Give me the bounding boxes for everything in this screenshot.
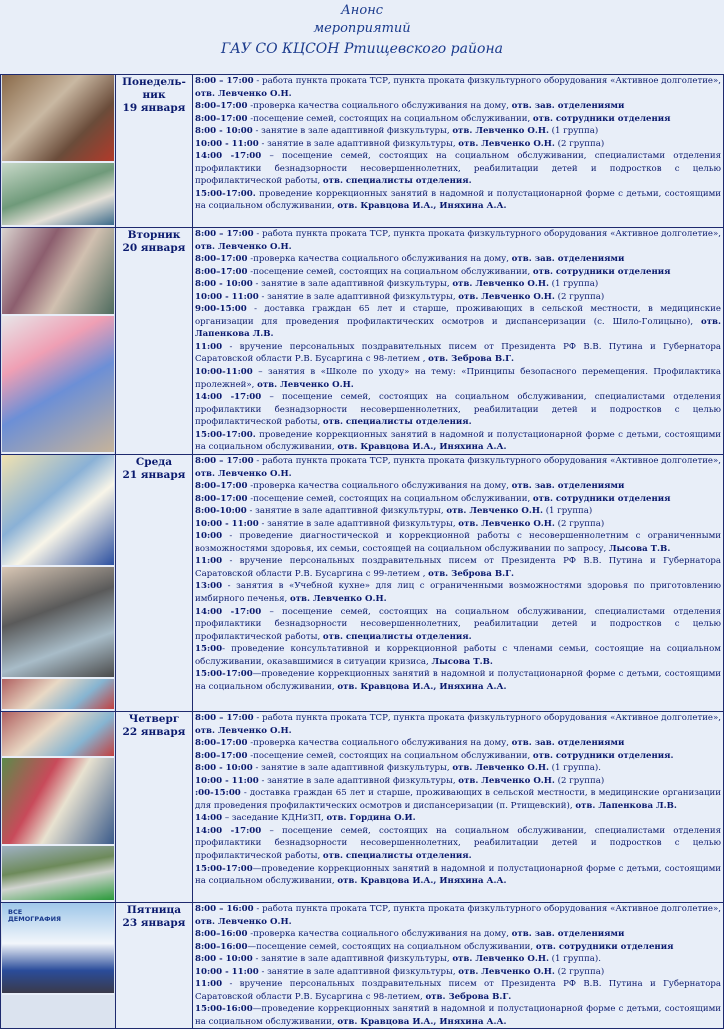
event-item bbox=[195, 1003, 721, 1028]
event-item bbox=[195, 341, 721, 366]
event-time: 10:00 - 11:00 bbox=[195, 518, 259, 529]
event-time: 15:00-17:00 bbox=[195, 863, 253, 874]
photo-kitchen bbox=[2, 75, 114, 163]
event-description: – занятия в «Школе по уходу» на тему: «Принципы безопасного перемещения. Профилактика пролежней», bbox=[195, 367, 721, 390]
event-item bbox=[195, 455, 721, 480]
event-item bbox=[195, 391, 721, 429]
event-item bbox=[195, 100, 721, 113]
bus-label-line-2: ДЕМОГРАФИЯ bbox=[8, 915, 62, 923]
event-time: 11:00 bbox=[195, 341, 223, 352]
event-description: - вручение персональных поздравительных писем от Президента РФ В.В. Путина и Губернатора Саратовской области Р.В. Бусаргина с 98-летием, bbox=[195, 979, 721, 1002]
day-cell bbox=[116, 228, 193, 455]
event-time: 8:00 – 17:00 bbox=[195, 713, 254, 723]
photo-craft bbox=[2, 679, 114, 711]
event-time: 8:00–17:00 bbox=[195, 493, 248, 504]
event-responsible: отв. Левченко О.Н. bbox=[195, 88, 292, 99]
events-cell bbox=[193, 712, 724, 903]
event-time: 9:00-15:00 bbox=[195, 304, 247, 315]
photo-group bbox=[2, 228, 114, 316]
event-description: -посещение семей, состоящих на социальном обслуживании, bbox=[247, 493, 533, 504]
event-responsible: отв. Левченко О.Н. bbox=[452, 126, 549, 137]
event-time: 8:00–17:00 bbox=[195, 101, 248, 112]
event-item bbox=[195, 555, 721, 580]
header-subtitle: мероприятий bbox=[313, 21, 411, 36]
event-description: - занятие в зале адаптивной физкультуры, bbox=[258, 775, 459, 786]
event-item bbox=[195, 712, 721, 737]
events-cell bbox=[193, 75, 724, 228]
event-time: 10:00 - 11:00 bbox=[195, 966, 259, 977]
day-cell bbox=[116, 75, 193, 228]
event-item bbox=[195, 366, 721, 391]
event-item bbox=[195, 863, 721, 888]
event-time: 8:00 – 17:00 bbox=[195, 229, 254, 239]
event-group: (1 группа). bbox=[548, 763, 601, 774]
event-responsible: отв. зав. отделениями bbox=[511, 738, 625, 749]
event-description: - работа пункта проката ТСР, пункта проката физкультурного оборудования «Активное долголетие», bbox=[253, 76, 721, 86]
photo-craft-lesson bbox=[2, 712, 114, 758]
event-item bbox=[195, 150, 721, 188]
event-item bbox=[195, 953, 721, 966]
event-time: 10:00 - 11:00 bbox=[195, 775, 259, 786]
event-responsible: отв. Гордина О.И. bbox=[326, 813, 416, 824]
event-responsible: отв. Левченко О.Н. bbox=[452, 954, 549, 965]
event-responsible: отв. Зеброва В.Г. bbox=[425, 991, 512, 1002]
day-cell bbox=[116, 455, 193, 712]
schedule-row-thursday bbox=[1, 712, 724, 903]
event-description: - занятие в зале адаптивной физкультуры, bbox=[252, 279, 453, 290]
photo-exercise-balls bbox=[2, 316, 114, 454]
event-item bbox=[195, 941, 721, 954]
schedule-row-friday bbox=[1, 903, 724, 1029]
event-item bbox=[195, 643, 721, 668]
photo-bus bbox=[2, 903, 114, 995]
event-description: - проведение диагностической и коррекционной работы с несовершеннолетним с ограниченными возможностями здоровья, их семьи, состоящей на социальном обслуживании по запросу, bbox=[195, 531, 721, 554]
event-responsible: отв. специалисты отделения. bbox=[322, 417, 472, 428]
photo-gym bbox=[2, 163, 114, 227]
event-description: - занятия в «Учебной кухне» для лиц с ограниченными возможностями здоровья по приготовлению имбирного печенья, bbox=[195, 581, 721, 605]
event-group: (2 группа) bbox=[554, 291, 605, 302]
bus-label-line-1: ВСЕ bbox=[8, 908, 23, 916]
day-name: Понедель-ник bbox=[122, 76, 186, 101]
event-time: 10:00 - 11:00 bbox=[195, 138, 259, 149]
event-responsible: отв. зав. отделениями bbox=[511, 929, 625, 940]
event-description: —посещение семей, состоящих на социальном обслуживании, bbox=[247, 941, 536, 952]
event-description: – посещение семей, состоящих на социальном обслуживании, специалистами отделения профилактики безнадзорности несовершеннолетних, реабилитации детей и подростков с целью профилактической работы, bbox=[195, 825, 721, 862]
event-item bbox=[195, 737, 721, 750]
event-item bbox=[195, 228, 721, 253]
event-description: -посещение семей, состоящих на социальном обслуживании, bbox=[247, 266, 533, 277]
event-responsible: отв. Кравцова И.А., Иняхина А.А. bbox=[337, 876, 507, 887]
event-time: 10:00-11:00 bbox=[195, 367, 253, 378]
event-time: 15:00 bbox=[195, 644, 223, 655]
event-group: (2 группа) bbox=[554, 966, 605, 977]
event-description: – заседание КДНиЗП, bbox=[222, 813, 327, 824]
event-description: - вручение персональных поздравительных писем от Президента РФ В.В. Путина и Губернатора Саратовской области Р.В. Бусаргина с 99-летием , bbox=[195, 556, 721, 579]
event-group: (2 группа) bbox=[554, 775, 605, 786]
event-description: —проведение коррекционных занятий в надомной и полустационарной форме с детьми, состоящими на социальном обслуживании, bbox=[195, 863, 721, 887]
event-time: 10:00 - 11:00 bbox=[195, 291, 259, 302]
event-time: 8:00 - 10:00 bbox=[195, 126, 253, 137]
event-time: :00-15:00 bbox=[195, 788, 241, 799]
photo-column bbox=[1, 228, 116, 455]
event-group: (2 группа) bbox=[554, 138, 605, 149]
event-description: - занятие в зале адаптивной физкультуры, bbox=[258, 518, 459, 529]
event-description: - работа пункта проката ТСР, пункта проката физкультурного оборудования «Активное долголетие», bbox=[253, 229, 721, 239]
event-description: - доставка граждан 65 лет и старше, проживающих в сельской местности, в медицинские организации для проведения профилактических осмотров и диспансеризации (п. Ртищевский), bbox=[195, 788, 721, 811]
event-time: 8:00–17:00 bbox=[195, 750, 248, 761]
event-responsible: отв. специалисты отделения. bbox=[322, 851, 472, 862]
event-item bbox=[195, 480, 721, 493]
day-name: Пятница bbox=[126, 904, 182, 916]
event-responsible: Лысова Т.В. bbox=[431, 656, 493, 667]
event-item bbox=[195, 775, 721, 788]
day-cell bbox=[116, 712, 193, 903]
event-responsible: отв. Левченко О.Н. bbox=[195, 241, 292, 252]
event-time: 8:00 - 10:00 bbox=[195, 279, 253, 290]
day-date: 19 января bbox=[122, 102, 186, 114]
event-item bbox=[195, 518, 721, 531]
event-responsible: отв. Кравцова И.А., Иняхина А.А. bbox=[337, 1016, 507, 1027]
event-responsible: отв. специалисты отделения. bbox=[322, 631, 472, 642]
event-item bbox=[195, 75, 721, 100]
event-responsible: отв. зав. отделениями bbox=[511, 481, 625, 492]
event-responsible: отв. специалисты отделения. bbox=[322, 176, 472, 187]
event-time: 14:00 bbox=[195, 813, 223, 824]
event-description: —проведение коррекционных занятий в надомной и полустационарной форме с детьми, состоящими на социальном обслуживании, bbox=[195, 669, 721, 692]
event-item bbox=[195, 505, 721, 518]
event-time: 15:00-17:00. bbox=[195, 429, 256, 440]
event-responsible: отв. зав. отделениями bbox=[511, 101, 625, 112]
event-item bbox=[195, 266, 721, 279]
event-time: 8:00 - 10:00 bbox=[195, 763, 253, 774]
event-description: - проведение консультативной и коррекционной работы с членами семьи, состоящие на социальном обслуживании, оказавшимися в ситуации кризиса, bbox=[195, 644, 721, 667]
header-organization: ГАУ СО КЦСОН Ртищевского района bbox=[220, 41, 504, 57]
event-responsible: отв. сотрудники отделения bbox=[535, 941, 674, 952]
event-item bbox=[195, 668, 721, 693]
schedule-row-tuesday bbox=[1, 228, 724, 455]
event-time: 13:00 bbox=[195, 581, 223, 592]
photo-column bbox=[1, 712, 116, 903]
event-responsible: отв. Зеброва В.Г. bbox=[428, 354, 515, 365]
event-item bbox=[195, 812, 721, 825]
event-description: -проверка качества социального обслуживания на дому, bbox=[247, 929, 512, 940]
photo-sand-table bbox=[2, 455, 114, 567]
event-time: 8:00 – 17:00 bbox=[195, 76, 254, 86]
event-group: (1 группа). bbox=[548, 954, 601, 965]
event-responsible: отв. Кравцова И.А., Иняхина А.А. bbox=[337, 681, 507, 692]
event-item bbox=[195, 138, 721, 151]
event-item bbox=[195, 253, 721, 266]
event-time: 8:00 – 16:00 bbox=[195, 904, 254, 914]
day-name: Вторник bbox=[127, 229, 181, 241]
events-cell bbox=[193, 903, 724, 1029]
day-cell bbox=[116, 903, 193, 1029]
event-time: 8:00 - 10:00 bbox=[195, 954, 253, 965]
event-responsible: отв. сотрудники отделения bbox=[532, 266, 671, 277]
event-item bbox=[195, 291, 721, 304]
bus-label bbox=[8, 909, 61, 923]
event-responsible: отв. Левченко О.Н. bbox=[290, 594, 387, 605]
event-responsible: отв. сотрудники отделения bbox=[532, 493, 671, 504]
events-cell bbox=[193, 228, 724, 455]
event-responsible: отв. Лапенкова Л.В. bbox=[195, 316, 721, 340]
event-description: - занятие в зале адаптивной физкультуры, bbox=[252, 763, 453, 774]
photo-seniors-group bbox=[2, 758, 114, 846]
event-item bbox=[195, 606, 721, 644]
event-item bbox=[195, 278, 721, 291]
event-description: - занятие в зале адаптивной физкультуры, bbox=[252, 954, 453, 965]
event-time: 14:00 -17:00 bbox=[195, 825, 262, 836]
event-item bbox=[195, 530, 721, 555]
event-item bbox=[195, 750, 721, 763]
event-description: проведение коррекционных занятий в надомной и полустационарной форме с детьми, состоящими на социальном обслуживании, bbox=[195, 429, 721, 453]
event-time: 14:00 -17:00 bbox=[195, 606, 262, 617]
events-cell bbox=[193, 455, 724, 712]
day-date: 21 января bbox=[122, 469, 186, 481]
event-description: - вручение персональных поздравительных писем от Президента РФ В.В. Путина и Губернатора Саратовской области Р.В. Бусаргина с 98-летием , bbox=[195, 341, 721, 365]
event-time: 14:00 -17:00 bbox=[195, 151, 262, 162]
event-description: - занятие в зале адаптивной физкультуры, bbox=[258, 291, 459, 302]
event-responsible: отв. Левченко О.Н. bbox=[458, 138, 555, 149]
event-item bbox=[195, 825, 721, 863]
schedule-table bbox=[0, 74, 724, 1029]
event-time: 8:00 – 17:00 bbox=[195, 456, 254, 466]
event-group: (1 группа) bbox=[548, 126, 599, 137]
event-responsible: отв. Кравцова И.А., Иняхина А.А. bbox=[337, 442, 507, 453]
event-description: -проверка качества социального обслуживания на дому, bbox=[247, 254, 512, 265]
event-time: 8:00–17:00 bbox=[195, 254, 248, 265]
event-item bbox=[195, 580, 721, 605]
photo-massage-chair bbox=[2, 567, 114, 679]
announcement-header bbox=[0, 0, 724, 72]
event-description: -посещение семей, состоящих на социальном обслуживании, bbox=[247, 750, 533, 761]
event-responsible: отв. сотрудники отделения bbox=[532, 113, 671, 124]
event-description: - занятие в зале адаптивной физкультуры, bbox=[252, 126, 453, 137]
event-time: 8:00–17:00 bbox=[195, 113, 248, 124]
event-item bbox=[195, 762, 721, 775]
event-item bbox=[195, 978, 721, 1003]
event-time: 15:00-17:00 bbox=[195, 669, 253, 680]
event-description: – посещение семей, состоящих на социальном обслуживании, специалистами отделения профилактики безнадзорности несовершеннолетних, реабилитации детей и подростков с целью профилактической работы, bbox=[195, 151, 721, 187]
event-item bbox=[195, 303, 721, 341]
photo-column bbox=[1, 75, 116, 228]
event-description: - доставка граждан 65 лет и старше, проживающих в сельской местности, в медицинские организации для проведения профилактических осмотров и диспансеризации (с. Шило-Голицыно), bbox=[195, 304, 721, 327]
event-time: 8:00-10:00 bbox=[195, 506, 247, 517]
event-description: -посещение семей, состоящих на социальном обслуживании, bbox=[247, 113, 533, 124]
event-responsible: отв. Левченко О.Н. bbox=[458, 291, 555, 302]
event-time: 8:00–17:00 bbox=[195, 738, 248, 749]
event-item bbox=[195, 928, 721, 941]
event-responsible: отв. Левченко О.Н. bbox=[446, 506, 543, 517]
event-item bbox=[195, 903, 721, 928]
photo-column bbox=[1, 455, 116, 712]
photo-column bbox=[1, 903, 116, 1029]
schedule-row-wednesday bbox=[1, 455, 724, 712]
event-responsible: отв. Левченко О.Н. bbox=[195, 916, 292, 927]
event-responsible: отв. Зеброва В.Г. bbox=[428, 568, 515, 579]
event-responsible: отв. Кравцова И.А., Иняхина А.А. bbox=[337, 201, 507, 212]
day-name: Четверг bbox=[128, 713, 180, 725]
event-time: 8:00–16:00 bbox=[195, 941, 248, 952]
event-description: -проверка качества социального обслуживания на дому, bbox=[247, 738, 512, 749]
event-responsible: отв. зав. отделениями bbox=[511, 254, 625, 265]
day-date: 23 января bbox=[122, 917, 186, 929]
day-date: 22 января bbox=[122, 726, 186, 738]
event-responsible: отв. Левченко О.Н. bbox=[195, 468, 292, 479]
event-description: - работа пункта проката ТСР, пункта проката физкультурного оборудования «Активное долголетие», bbox=[253, 904, 721, 914]
event-time: 15:00-16:00 bbox=[195, 1004, 253, 1015]
event-time: 10:00 bbox=[195, 531, 223, 542]
event-description: проведение коррекционных занятий в надомной и полустационарной форме с детьми, состоящими на социальном обслуживании, bbox=[195, 188, 721, 212]
event-responsible: отв. Левченко О.Н. bbox=[452, 279, 549, 290]
event-item bbox=[195, 113, 721, 126]
event-item bbox=[195, 429, 721, 454]
event-time: 11:00 bbox=[195, 556, 223, 567]
event-responsible: отв. Левченко О.Н. bbox=[452, 763, 549, 774]
day-name: Среда bbox=[135, 456, 173, 468]
event-item bbox=[195, 966, 721, 979]
event-responsible: отв. Лапенкова Л.В. bbox=[575, 800, 677, 811]
event-item bbox=[195, 188, 721, 213]
event-description: - занятие в зале адаптивной физкультуры, bbox=[246, 506, 447, 517]
event-item bbox=[195, 787, 721, 812]
event-group: (1 группа) bbox=[548, 279, 599, 290]
photo-walk bbox=[2, 846, 114, 902]
event-time: 8:00–16:00 bbox=[195, 929, 248, 940]
event-responsible: отв. Левченко О.Н. bbox=[458, 518, 555, 529]
event-description: - работа пункта проката ТСР, пункта проката физкультурного оборудования «Активное долголетие», bbox=[253, 713, 721, 723]
event-description: -проверка качества социального обслуживания на дому, bbox=[247, 101, 512, 112]
event-description: - работа пункта проката ТСР, пункта проката физкультурного оборудования «Активное долголетие», bbox=[253, 456, 721, 466]
event-description: -проверка качества социального обслуживания на дому, bbox=[247, 481, 512, 492]
event-responsible: Лысова Т.В. bbox=[608, 543, 671, 554]
event-responsible: отв. Левченко О.Н. bbox=[195, 725, 292, 736]
event-description: —проведение коррекционных занятий в надомной и полустационарной форме с детьми, состоящими на социальном обслуживании, bbox=[195, 1004, 721, 1027]
day-date: 20 января bbox=[122, 242, 186, 254]
event-responsible: отв. Левченко О.Н. bbox=[458, 775, 555, 786]
event-time: 11:00 bbox=[195, 979, 223, 990]
event-time: 8:00–17:00 bbox=[195, 266, 248, 277]
event-responsible: отв. Левченко О.Н. bbox=[257, 379, 354, 390]
event-time: 14:00 -17:00 bbox=[195, 392, 262, 403]
header-title: Анонс bbox=[340, 3, 384, 18]
event-responsible: отв. Левченко О.Н. bbox=[458, 966, 555, 977]
event-responsible: отв. сотрудники отделения. bbox=[532, 750, 674, 761]
event-description: – посещение семей, состоящих на социальном обслуживании, специалистами отделения профилактики безнадзорности несовершеннолетних, реабилитации детей и подростков с целью профилактической работы, bbox=[195, 606, 721, 642]
event-group: (2 группа) bbox=[554, 518, 605, 529]
event-item bbox=[195, 125, 721, 138]
event-item bbox=[195, 493, 721, 506]
event-time: 15:00-17:00. bbox=[195, 188, 256, 199]
event-description: - занятие в зале адаптивной физкультуры, bbox=[258, 138, 459, 149]
event-description: – посещение семей, состоящих на социальном обслуживании, специалистами отделения профилактики безнадзорности несовершеннолетних, реабилитации детей и подростков с целью профилактической работы, bbox=[195, 392, 721, 428]
event-group: (1 группа) bbox=[542, 506, 593, 517]
event-time: 8:00–17:00 bbox=[195, 481, 248, 492]
schedule-row-monday bbox=[1, 75, 724, 228]
event-description: - занятие в зале адаптивной физкультуры, bbox=[258, 966, 459, 977]
